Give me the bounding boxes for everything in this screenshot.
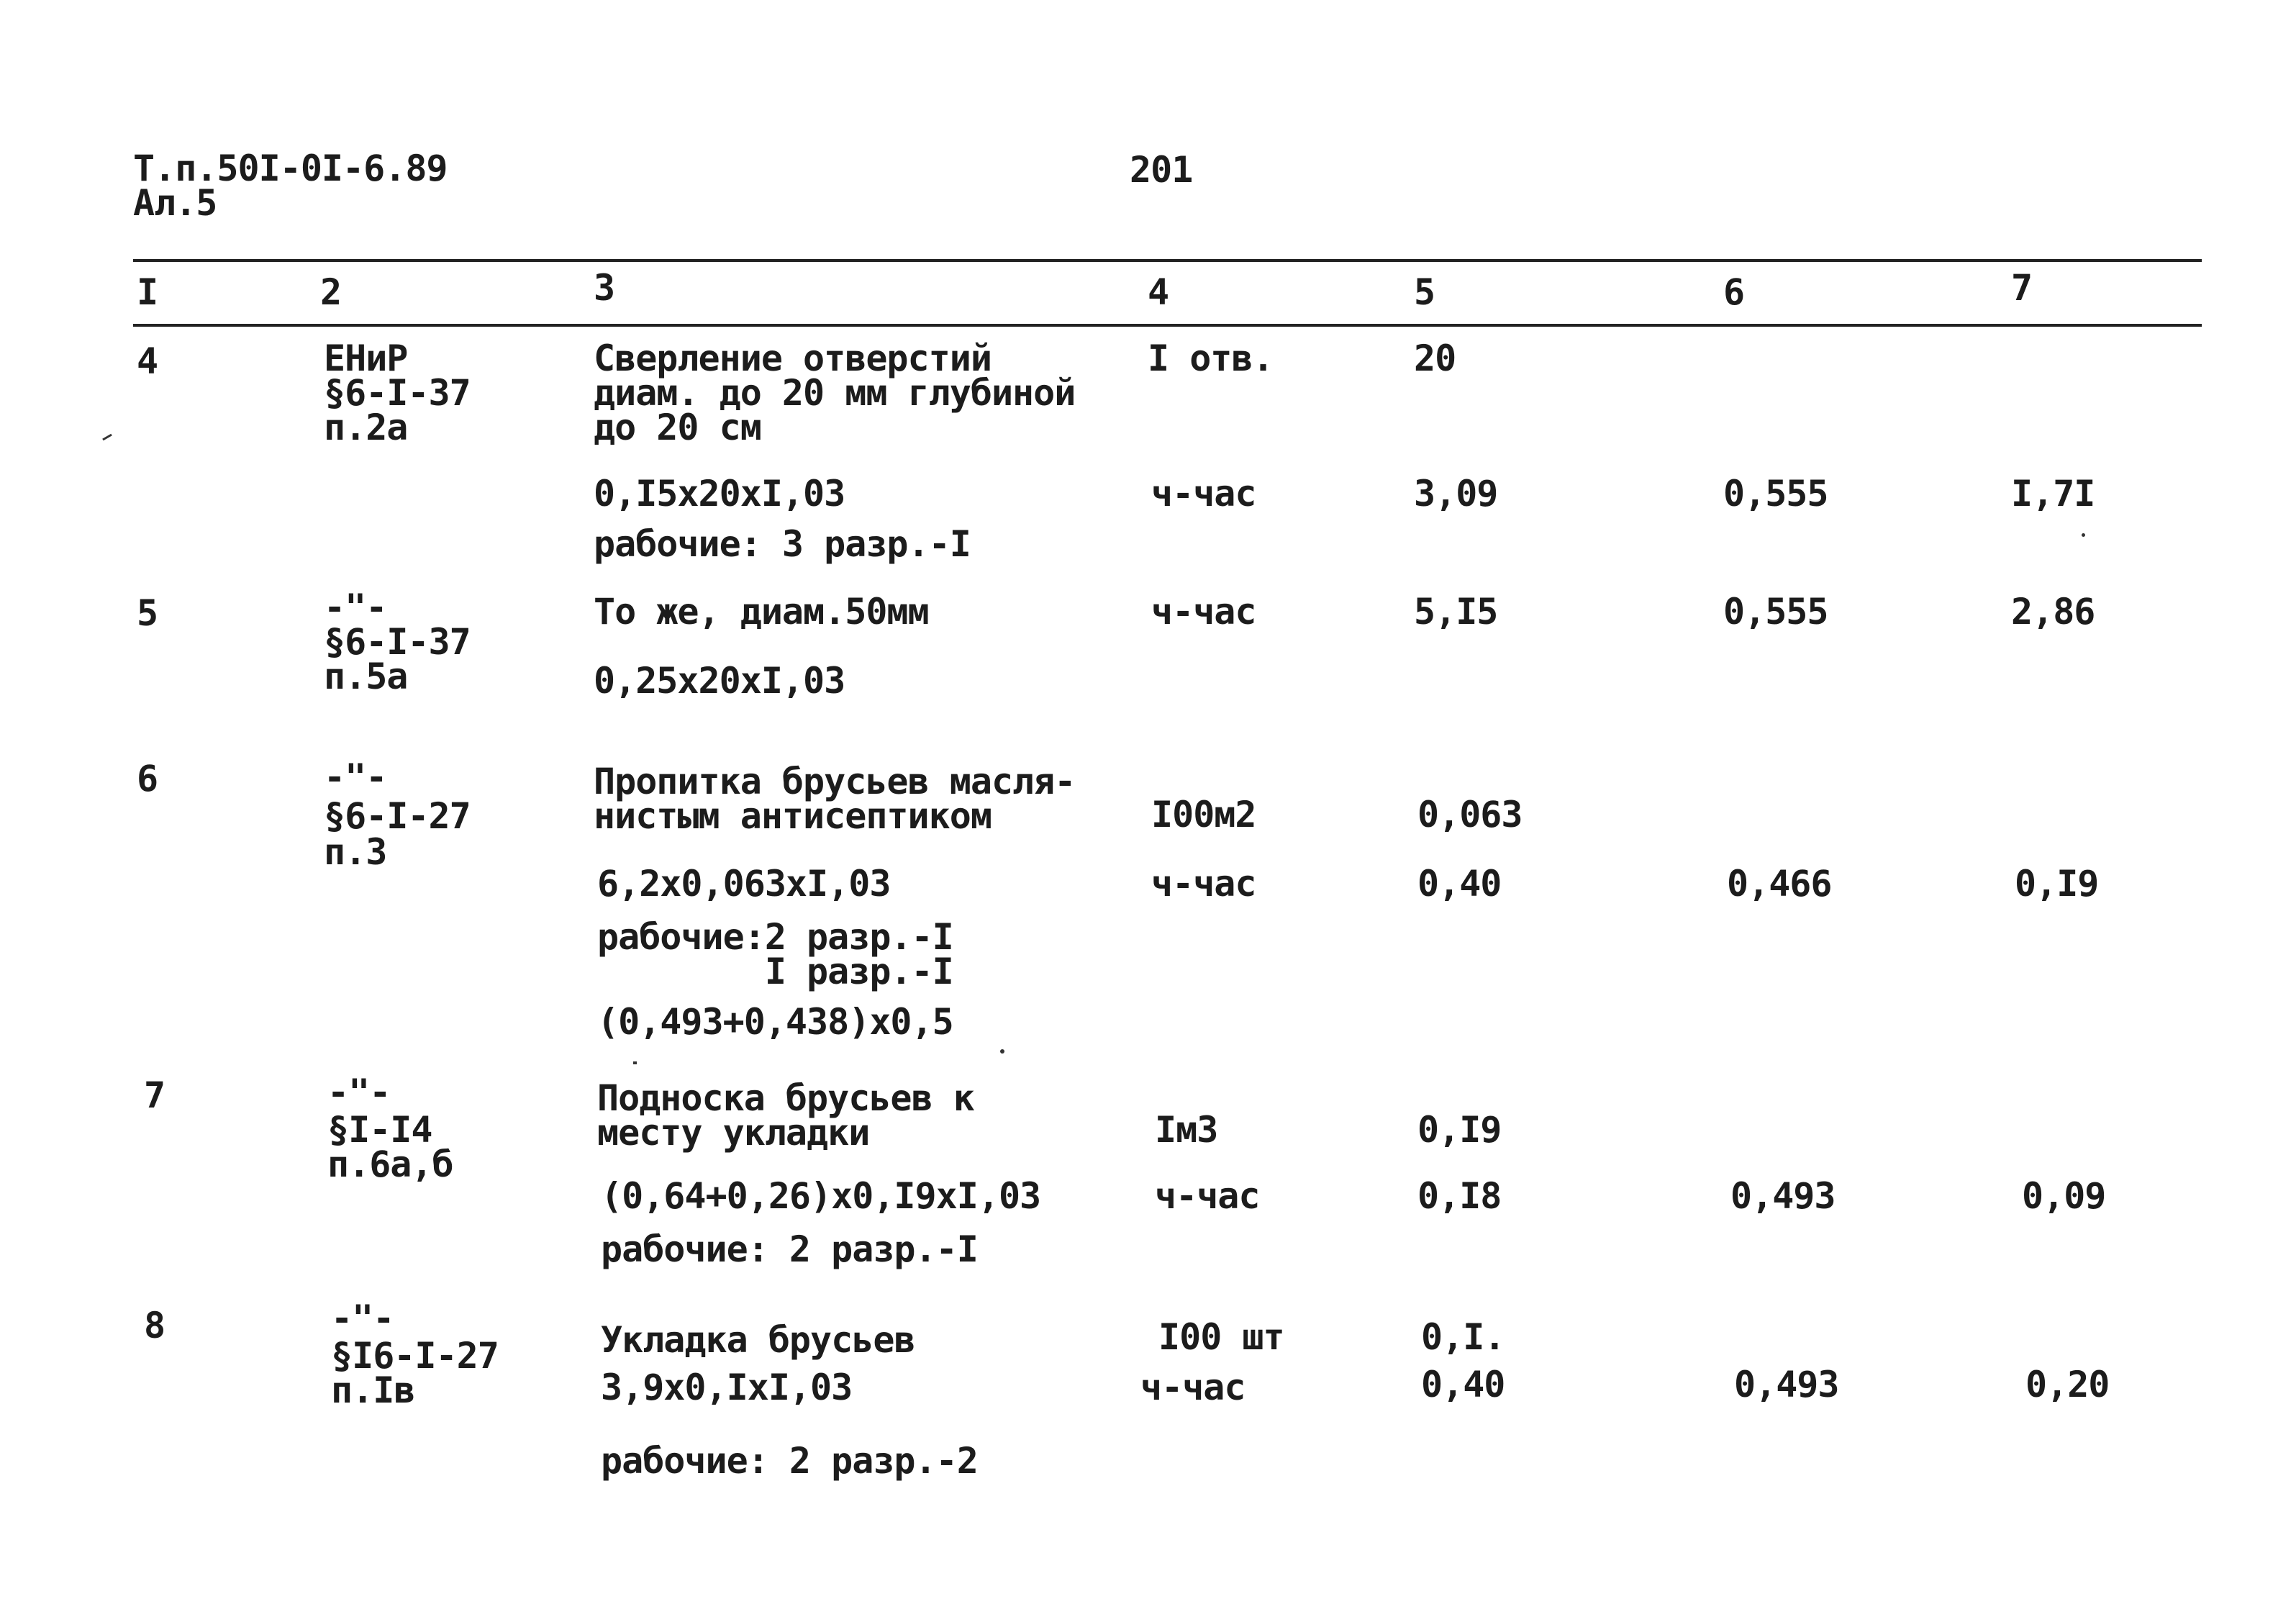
column-header-4: 4	[1148, 271, 1169, 313]
norm-reference: -"-	[324, 586, 387, 628]
quantity: 0,I.	[1421, 1316, 1505, 1358]
norm-reference: п.2а	[324, 407, 408, 448]
column-header-1: I	[137, 271, 158, 313]
column-header-5: 5	[1414, 271, 1435, 313]
work-description: до 20 см	[594, 407, 761, 448]
workers: I разр.-I	[597, 951, 953, 992]
work-description: То же, диам.50мм	[594, 591, 929, 633]
norm-reference: §6-I-27	[324, 795, 471, 837]
row-number: 4	[137, 340, 158, 382]
work-description: Укладка брусьев	[601, 1319, 915, 1361]
norm-reference: §I-I4	[327, 1109, 432, 1151]
work-description: месту укладки	[597, 1112, 870, 1154]
total: 0,I9	[2015, 863, 2099, 905]
rate: 0,493	[1730, 1175, 1836, 1217]
unit: ч-час	[1151, 591, 1256, 633]
work-description: Пропитка брусьев масля-	[594, 761, 1076, 802]
calculation: (0,64+0,26)x0,I9xI,03	[601, 1175, 1041, 1217]
scan-speck	[633, 1061, 637, 1064]
workers: рабочие: 3 разр.-I	[594, 523, 971, 565]
norm-reference: п.6а,б	[327, 1143, 453, 1185]
work-description: Подноска брусьев к	[597, 1077, 974, 1119]
row-number: 5	[137, 592, 158, 634]
calc-unit: ч-час	[1151, 863, 1256, 905]
table-header-rule	[133, 324, 2202, 327]
calculation: 0,25x20xI,03	[594, 660, 845, 702]
work-description: нистым антисептиком	[594, 795, 992, 837]
norm-reference: ЕНиР	[324, 338, 408, 379]
page-number: 201	[1130, 149, 1193, 191]
workers: рабочие: 2 разр.-2	[601, 1440, 978, 1482]
calc-unit: ч-час	[1155, 1175, 1260, 1217]
work-description: Сверление отверстий	[594, 338, 992, 379]
quantity: 0,063	[1417, 794, 1523, 835]
scan-speck	[1000, 1049, 1004, 1054]
scan-speck	[2082, 533, 2085, 537]
total: 0,20	[2025, 1364, 2110, 1405]
calculation: 0,I5x20xI,03	[594, 473, 845, 515]
calculation: 3,9x0,IxI,03	[601, 1367, 853, 1408]
calc-quantity: 0,40	[1417, 863, 1502, 905]
column-header-3: 3	[594, 267, 615, 309]
norm-reference: п.5а	[324, 656, 408, 697]
calc-unit: ч-час	[1151, 473, 1256, 515]
norm-reference: -"-	[324, 756, 387, 798]
unit: Iм3	[1155, 1109, 1218, 1151]
rate: 0,466	[1727, 863, 1832, 905]
scan-speck	[102, 434, 112, 441]
quantity: 0,I9	[1417, 1109, 1502, 1151]
total: 0,09	[2022, 1175, 2106, 1217]
workers: рабочие:2 разр.-I	[597, 916, 953, 958]
extra-calculation: (0,493+0,438)x0,5	[597, 1001, 953, 1043]
rate: 0,555	[1723, 473, 1828, 515]
album-label: Ал.5	[133, 182, 217, 224]
table-top-rule	[133, 259, 2202, 262]
column-header-6: 6	[1723, 271, 1745, 313]
unit: I отв.	[1148, 338, 1274, 379]
calc-unit: ч-час	[1140, 1367, 1245, 1408]
row-number: 7	[144, 1074, 165, 1116]
calc-quantity: 0,I8	[1417, 1175, 1502, 1217]
rate: 0,555	[1723, 591, 1828, 633]
unit: I00м2	[1151, 794, 1256, 835]
quantity: 20	[1414, 338, 1456, 379]
unit: I00 шт	[1158, 1316, 1284, 1358]
norm-reference: §6-I-37	[324, 621, 471, 663]
column-header-2: 2	[320, 271, 342, 313]
total: 2,86	[2011, 591, 2095, 633]
row-number: 6	[137, 758, 158, 800]
norm-reference: §6-I-37	[324, 372, 471, 414]
document-id: Т.п.50I-0I-6.89	[133, 148, 448, 189]
work-description: диам. до 20 мм глубиной	[594, 372, 1076, 414]
total: I,7I	[2011, 473, 2095, 515]
rate: 0,493	[1734, 1364, 1839, 1405]
norm-reference: -"-	[331, 1297, 394, 1339]
calc-quantity: 3,09	[1414, 473, 1498, 515]
column-header-7: 7	[2011, 267, 2033, 309]
calc-quantity: 0,40	[1421, 1364, 1505, 1405]
norm-reference: §I6-I-27	[331, 1335, 499, 1377]
row-number: 8	[144, 1305, 165, 1346]
calculation: 6,2x0,063xI,03	[597, 863, 891, 905]
workers: рабочие: 2 разр.-I	[601, 1228, 978, 1270]
quantity: 5,I5	[1414, 591, 1498, 633]
norm-reference: п.3	[324, 831, 387, 873]
norm-reference: п.Iв	[331, 1369, 415, 1411]
norm-reference: -"-	[327, 1072, 391, 1113]
